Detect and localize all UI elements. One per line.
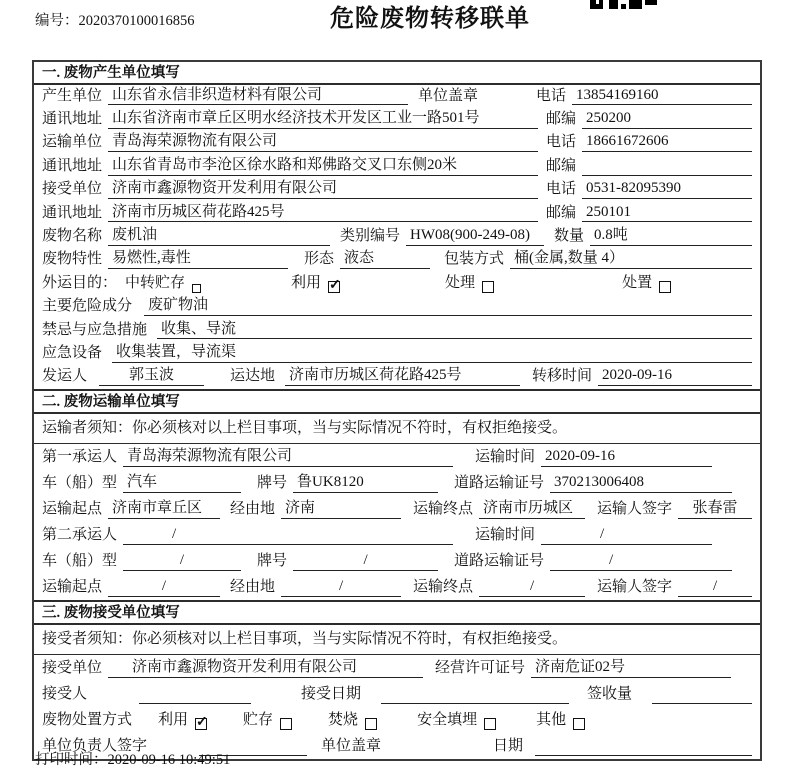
purpose-option-label: 利用 — [291, 274, 322, 291]
signer-label: 单位负责人签字 — [42, 738, 148, 755]
dest-label: 运达地 — [230, 368, 276, 385]
qr-block — [621, 4, 626, 9]
transporter-address-row — [34, 155, 760, 178]
start1-value: 济南市章丘区 — [108, 499, 220, 519]
serial-number — [35, 12, 195, 30]
form-label: 形态 — [304, 251, 335, 268]
pack-label: 包装方式 — [444, 251, 505, 268]
ttime-label: 转移时间 — [532, 368, 593, 385]
vehicle2-label: 车（船）型 — [42, 553, 118, 570]
trans-label: 运输单位 — [42, 134, 103, 151]
vehicle1-value: 汽车 — [123, 473, 241, 493]
sq-label: 签收量 — [587, 686, 633, 703]
sq-value — [652, 686, 752, 704]
sign2-label: 运输人签字 — [597, 579, 673, 596]
phone1-value: 13854169160 — [572, 86, 752, 106]
print-time-label: 打印时间： — [35, 752, 108, 768]
wtrait-value: 易燃性,毒性 — [108, 249, 288, 269]
start1-label: 运输起点 — [42, 501, 103, 518]
checkbox-landfill — [484, 718, 496, 730]
trans-value: 青岛海荣源物流有限公司 — [108, 132, 538, 152]
carrier1-value: 青岛海荣源物流有限公司 — [123, 447, 453, 467]
time2-label: 运输时间 — [475, 527, 536, 544]
hazard-label: 主要危险成分 — [42, 298, 133, 315]
section3-title: 三. 废物接受单位填写 — [34, 600, 760, 625]
unit-value: 济南市鑫源物资开发利用有限公司 — [108, 658, 423, 678]
zip3-label: 邮编 — [546, 204, 577, 221]
serial-label: 编号： — [35, 13, 79, 29]
equip-value: 收集装置，导流渠 — [112, 343, 752, 363]
via1-label: 经由地 — [230, 501, 276, 518]
license1-value: 370213006408 — [550, 473, 732, 493]
page-title: 危险废物转移联单 — [330, 6, 530, 32]
phone2-label: 电话 — [546, 134, 577, 151]
via2-label: 经由地 — [230, 579, 276, 596]
sign2-value: / — [678, 577, 752, 597]
addr2-value: 山东省青岛市李沧区徐水路和郑佛路交叉口东侧20米 — [108, 156, 538, 176]
vehicle2-row — [34, 548, 760, 574]
plate2-value: / — [293, 551, 438, 571]
lic-value: 济南危证02号 — [531, 658, 731, 678]
purpose-option-label: 处置 — [622, 274, 653, 291]
disposal-option-label: 焚烧 — [328, 712, 359, 729]
sign1-label: 运输人签字 — [597, 501, 673, 518]
license2-value: / — [550, 551, 732, 571]
equip-label: 应急设备 — [42, 344, 103, 361]
date3-label: 日期 — [493, 738, 524, 755]
carrier1-row — [34, 444, 760, 470]
via2-value: / — [281, 577, 401, 597]
serial-value: 2020370100016856 — [78, 13, 195, 29]
qr-block — [645, 0, 657, 5]
plate1-label: 牌号 — [257, 475, 288, 492]
end2-value: / — [479, 577, 585, 597]
receiver-row — [34, 179, 760, 202]
lic-label: 经营许可证号 — [435, 660, 526, 677]
start2-label: 运输起点 — [42, 579, 103, 596]
carrier-notice: 运输者须知：你必须核对以上栏目事项，当与实际情况不符时，有权拒绝接受。 — [34, 414, 760, 444]
end1-label: 运输终点 — [413, 501, 474, 518]
waste-name-row — [34, 225, 760, 248]
rdate-value — [381, 686, 569, 704]
checkbox-other — [573, 718, 585, 730]
wname-value: 废机油 — [108, 226, 330, 246]
disposal-option-label: 贮存 — [243, 712, 274, 729]
route2-row — [34, 574, 760, 600]
disposal-label: 废物处置方式 — [42, 712, 133, 729]
shipper-label: 发运人 — [42, 368, 88, 385]
section3-body — [34, 625, 760, 759]
qr-code-fragment-icon — [590, 0, 662, 9]
section2-title: 二. 废物运输单位填写 — [34, 389, 760, 414]
vehicle1-row — [34, 470, 760, 496]
section1-title: 一. 废物产生单位填写 — [34, 62, 760, 85]
carrier1-label: 第一承运人 — [42, 449, 118, 466]
zip2-value — [582, 158, 752, 176]
zip1-label: 邮编 — [546, 111, 577, 128]
taboo-value: 收集、导流 — [157, 320, 752, 340]
emergency-equipment-row — [34, 342, 760, 365]
disposal-option-label: 其他 — [536, 712, 567, 729]
producer-label: 产生单位 — [42, 87, 103, 104]
qty-label: 数量 — [554, 227, 585, 244]
carrier2-value: / — [123, 525, 453, 545]
rdate-label: 接受日期 — [301, 686, 362, 703]
person-label: 接受人 — [42, 686, 88, 703]
phone1-label: 电话 — [536, 87, 567, 104]
seal-label: 单位盖章 — [418, 87, 479, 104]
start2-value: / — [108, 577, 220, 597]
checkbox-incinerate — [365, 718, 377, 730]
seal3-label: 单位盖章 — [321, 738, 382, 755]
taboo-measures-row — [34, 319, 760, 342]
addr3-label: 通讯地址 — [42, 204, 103, 221]
recv-value: 济南市鑫源物资开发利用有限公司 — [108, 179, 538, 199]
purpose-option-label: 处理 — [445, 274, 476, 291]
phone3-label: 电话 — [546, 181, 577, 198]
end2-label: 运输终点 — [413, 579, 474, 596]
waste-trait-row — [34, 249, 760, 272]
addr2-label: 通讯地址 — [42, 157, 103, 174]
zip1-value: 250200 — [582, 109, 752, 129]
zip3-value: 250101 — [582, 203, 752, 223]
vehicle2-value: / — [123, 551, 241, 571]
via1-value: 济南 — [281, 499, 401, 519]
purpose-option-label: 中转贮存 — [125, 274, 186, 291]
person-value — [139, 686, 251, 704]
print-time — [35, 751, 230, 769]
print-time-value: 2020-09-16 10:49:51 — [107, 752, 231, 768]
license2-label: 道路运输证号 — [454, 553, 545, 570]
phone3-value: 0531-82095390 — [582, 179, 752, 199]
outbound-purpose-row — [34, 272, 760, 295]
time1-label: 运输时间 — [475, 449, 536, 466]
zip2-label: 邮编 — [546, 157, 577, 174]
producer-address-row — [34, 108, 760, 131]
dest-value: 济南市历城区荷花路425号 — [285, 366, 520, 386]
addr1-value: 山东省济南市章丘区明水经济技术开发区工业一路501号 — [108, 109, 538, 129]
producer-row — [34, 85, 760, 108]
ttime-value: 2020-09-16 — [598, 366, 752, 386]
route1-row — [34, 496, 760, 522]
checkbox-utilize-3 — [195, 718, 207, 730]
checkbox-transfer-storage — [192, 284, 201, 293]
addr1-label: 通讯地址 — [42, 111, 103, 128]
section2-body — [34, 414, 760, 600]
recv-label: 接受单位 — [42, 181, 103, 198]
end1-value: 济南市历城区 — [479, 499, 585, 519]
hazard-value: 废矿物油 — [144, 296, 752, 316]
vehicle1-label: 车（船）型 — [42, 475, 118, 492]
hazard-components-row — [34, 296, 760, 319]
unit-label: 接受单位 — [42, 660, 103, 677]
time2-value: / — [541, 525, 712, 545]
qr-block — [629, 0, 642, 9]
receiver-address-row — [34, 202, 760, 225]
disposal-option-label: 安全填埋 — [417, 712, 478, 729]
qr-block — [596, 0, 599, 4]
disposal-row — [34, 707, 760, 733]
carrier2-label: 第二承运人 — [42, 527, 118, 544]
cat-label: 类别编号 — [340, 227, 401, 244]
receive-unit-row — [34, 655, 760, 681]
addr3-value: 济南市历城区荷花路425号 — [108, 203, 538, 223]
section1-body — [34, 85, 760, 389]
purpose-label: 外运目的： — [42, 274, 118, 291]
form-value: 液态 — [340, 249, 430, 269]
checkbox-utilize — [328, 281, 340, 293]
shipper-value: 郭玉波 — [99, 366, 204, 386]
taboo-label: 禁忌与应急措施 — [42, 321, 148, 338]
plate1-value: 鲁UK8120 — [293, 473, 438, 493]
checkbox-store — [280, 718, 292, 730]
disposal-option-label: 利用 — [158, 712, 189, 729]
producer-value: 山东省永信非织造材料有限公司 — [108, 86, 408, 106]
pack-value: 桶(金属,数量 4） — [510, 249, 752, 269]
date3-value — [535, 738, 752, 756]
cat-value: HW08(900-249-08) — [406, 226, 544, 246]
receiver-notice: 接受者须知：你必须核对以上栏目事项，当与实际情况不符时，有权拒绝接受。 — [34, 625, 760, 655]
checkbox-treat — [482, 281, 494, 293]
phone2-value: 18661672606 — [582, 132, 752, 152]
transporter-row — [34, 132, 760, 155]
license1-label: 道路运输证号 — [454, 475, 545, 492]
wtrait-label: 废物特性 — [42, 251, 103, 268]
sign1-value: 张春雷 — [678, 499, 752, 519]
time1-value: 2020-09-16 — [541, 447, 712, 467]
qr-block — [609, 0, 618, 9]
shipper-row — [34, 366, 760, 389]
plate2-label: 牌号 — [257, 553, 288, 570]
qty-value: 0.8吨 — [590, 226, 752, 246]
wname-label: 废物名称 — [42, 227, 103, 244]
carrier2-row — [34, 522, 760, 548]
recipient-row — [34, 681, 760, 707]
checkbox-dispose — [659, 281, 671, 293]
transfer-form — [32, 60, 762, 761]
